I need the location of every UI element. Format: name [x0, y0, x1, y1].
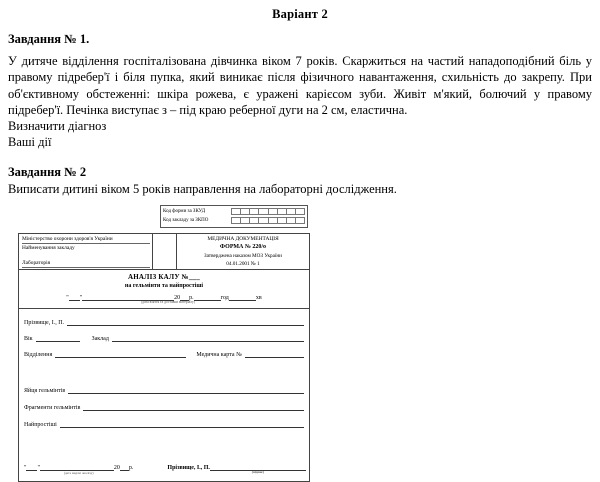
card-number-input[interactable] [245, 351, 304, 358]
laboratory-label: Лабораторія [22, 259, 150, 268]
helminth-fragments-input[interactable] [83, 404, 304, 411]
quote-open: " [66, 294, 69, 301]
age-label: Вік [24, 335, 33, 342]
field-row-name [24, 319, 304, 326]
code-cell[interactable] [286, 217, 295, 224]
helminth-fragments-label: Фрагменти гельмінтів [24, 404, 81, 411]
task2-heading: Завдання № 2 [8, 164, 87, 179]
name-label: Прізвище, І., П. [24, 319, 65, 326]
code-cell[interactable] [249, 208, 258, 215]
signature-caption: (підпис) [251, 469, 265, 474]
form-body [18, 233, 310, 482]
protozoa-label: Найпростіші [24, 421, 57, 428]
task1-heading: Завдання № 1. [8, 32, 90, 46]
code-cell[interactable] [231, 208, 240, 215]
institution-field-label: Заклад [91, 335, 109, 342]
code-cell[interactable] [277, 217, 286, 224]
month-blank[interactable] [82, 300, 174, 301]
code-cell[interactable] [258, 217, 267, 224]
task1-diagnosis-line: Визначити діагноз [8, 119, 107, 133]
protozoa-input[interactable] [60, 421, 304, 428]
code-label-zkud: Код форми за ЗКУД [163, 208, 206, 214]
code-row-zkpo [163, 217, 305, 225]
code-cell[interactable] [258, 208, 267, 215]
form-number-label: ФОРМА № 220/о [219, 243, 267, 250]
footer-month-blank[interactable] [40, 470, 114, 475]
form-title-band [19, 270, 309, 309]
footer-signer [167, 464, 306, 474]
code-cell[interactable] [286, 208, 295, 215]
field-row-department-card [24, 351, 304, 358]
code-cell[interactable] [268, 217, 277, 224]
lab-referral-form [18, 205, 310, 482]
code-row-zkud [163, 208, 305, 216]
footer-year-prefix: 20 [113, 464, 120, 471]
quote-close: " [79, 294, 83, 301]
results-fields [19, 367, 309, 428]
result-row-eggs [24, 387, 304, 394]
name-input[interactable] [67, 319, 304, 326]
footer-year-suffix: р. [128, 464, 134, 471]
footer-date-caption: (дата видачі аналізу) [63, 470, 94, 475]
form-footer [19, 438, 309, 481]
sample-date-caption: (дата взяття та доставки матеріалу) [140, 299, 196, 304]
footer-date-line [24, 464, 134, 475]
code-cell[interactable] [295, 208, 305, 215]
approved-by-label: Затверджена наказом МОЗ України [204, 252, 282, 259]
helminth-eggs-input[interactable] [68, 387, 304, 394]
task1-body: У дитяче відділення госпіталізована дівчинка віком 7 років. Скаржиться на частий нападоподібний біль у правому підребер'ї і біля пупка, який виникає після фізичного навантаження, схильність до закрепу. При об'єктивному обстеженні: шкіра рожева, є уражені карієсом зуби. Живіт м'який, болючий у правому підребер'ї. Печінка виступає з – під краю реберної дуги на 2 см, еластична. [8, 54, 592, 117]
department-input[interactable] [55, 351, 186, 358]
code-cell[interactable] [249, 217, 258, 224]
year-prefix: 20 [174, 294, 181, 301]
code-cell[interactable] [240, 217, 249, 224]
code-cell[interactable] [295, 217, 305, 224]
code-cell[interactable] [277, 208, 286, 215]
code-cell[interactable] [268, 208, 277, 215]
form-header [19, 234, 309, 270]
result-row-fragments [24, 404, 304, 411]
approval-date-label: 04.01.2001 № 1 [226, 260, 260, 267]
form-title: АНАЛІЗ КАЛУ №___ [128, 272, 200, 281]
card-number-label: Медична карта № [196, 351, 242, 358]
signature-input[interactable] [210, 464, 306, 474]
section-spacer [8, 151, 592, 165]
institution-input[interactable] [112, 335, 304, 342]
form-header-middle [153, 234, 177, 269]
hour-blank[interactable] [194, 300, 221, 301]
day-blank[interactable] [69, 300, 80, 301]
helminth-eggs-label: Яйця гельмінтів [24, 387, 66, 394]
age-input[interactable] [36, 335, 80, 342]
form-header-left [19, 234, 153, 269]
ministry-label: Міністерство охорони здоров'я України [22, 235, 150, 244]
task1-actions-line: Ваші дії [8, 135, 52, 150]
year-blank[interactable] [180, 300, 189, 301]
page-title: Варіант 2 [272, 7, 328, 21]
code-cells-zkpo [231, 217, 305, 224]
task2-body: Виписати дитині віком 5 років направлення на лабораторні дослідження. [8, 181, 397, 196]
form-subtitle: на гельмінти та найпростіші [124, 282, 204, 289]
medical-documentation-label: МЕДИЧНА ДОКУМЕНТАЦІЯ [207, 235, 279, 242]
code-cell[interactable] [240, 208, 249, 215]
code-cell[interactable] [231, 217, 240, 224]
patient-fields [19, 309, 309, 358]
result-row-protozoa [24, 421, 304, 428]
field-row-age-institution [24, 335, 304, 342]
footer-quote-close: " [37, 464, 40, 471]
hour-label: год [220, 294, 229, 301]
year-suffix: р. [189, 294, 194, 301]
department-label: Відділення [24, 351, 53, 358]
sample-date-line [22, 295, 306, 301]
code-label-zkpo: Код закладу за ЗКПО [163, 217, 209, 223]
institution-label: Найменування закладу [22, 244, 75, 251]
code-box [160, 205, 308, 228]
minute-label: хв [255, 294, 262, 301]
code-cells-zkud [231, 208, 305, 215]
footer-quote-open: " [24, 464, 27, 471]
signer-label: Прізвище, І., П. [167, 464, 210, 471]
form-header-right [177, 234, 309, 269]
minute-blank[interactable] [229, 300, 256, 301]
